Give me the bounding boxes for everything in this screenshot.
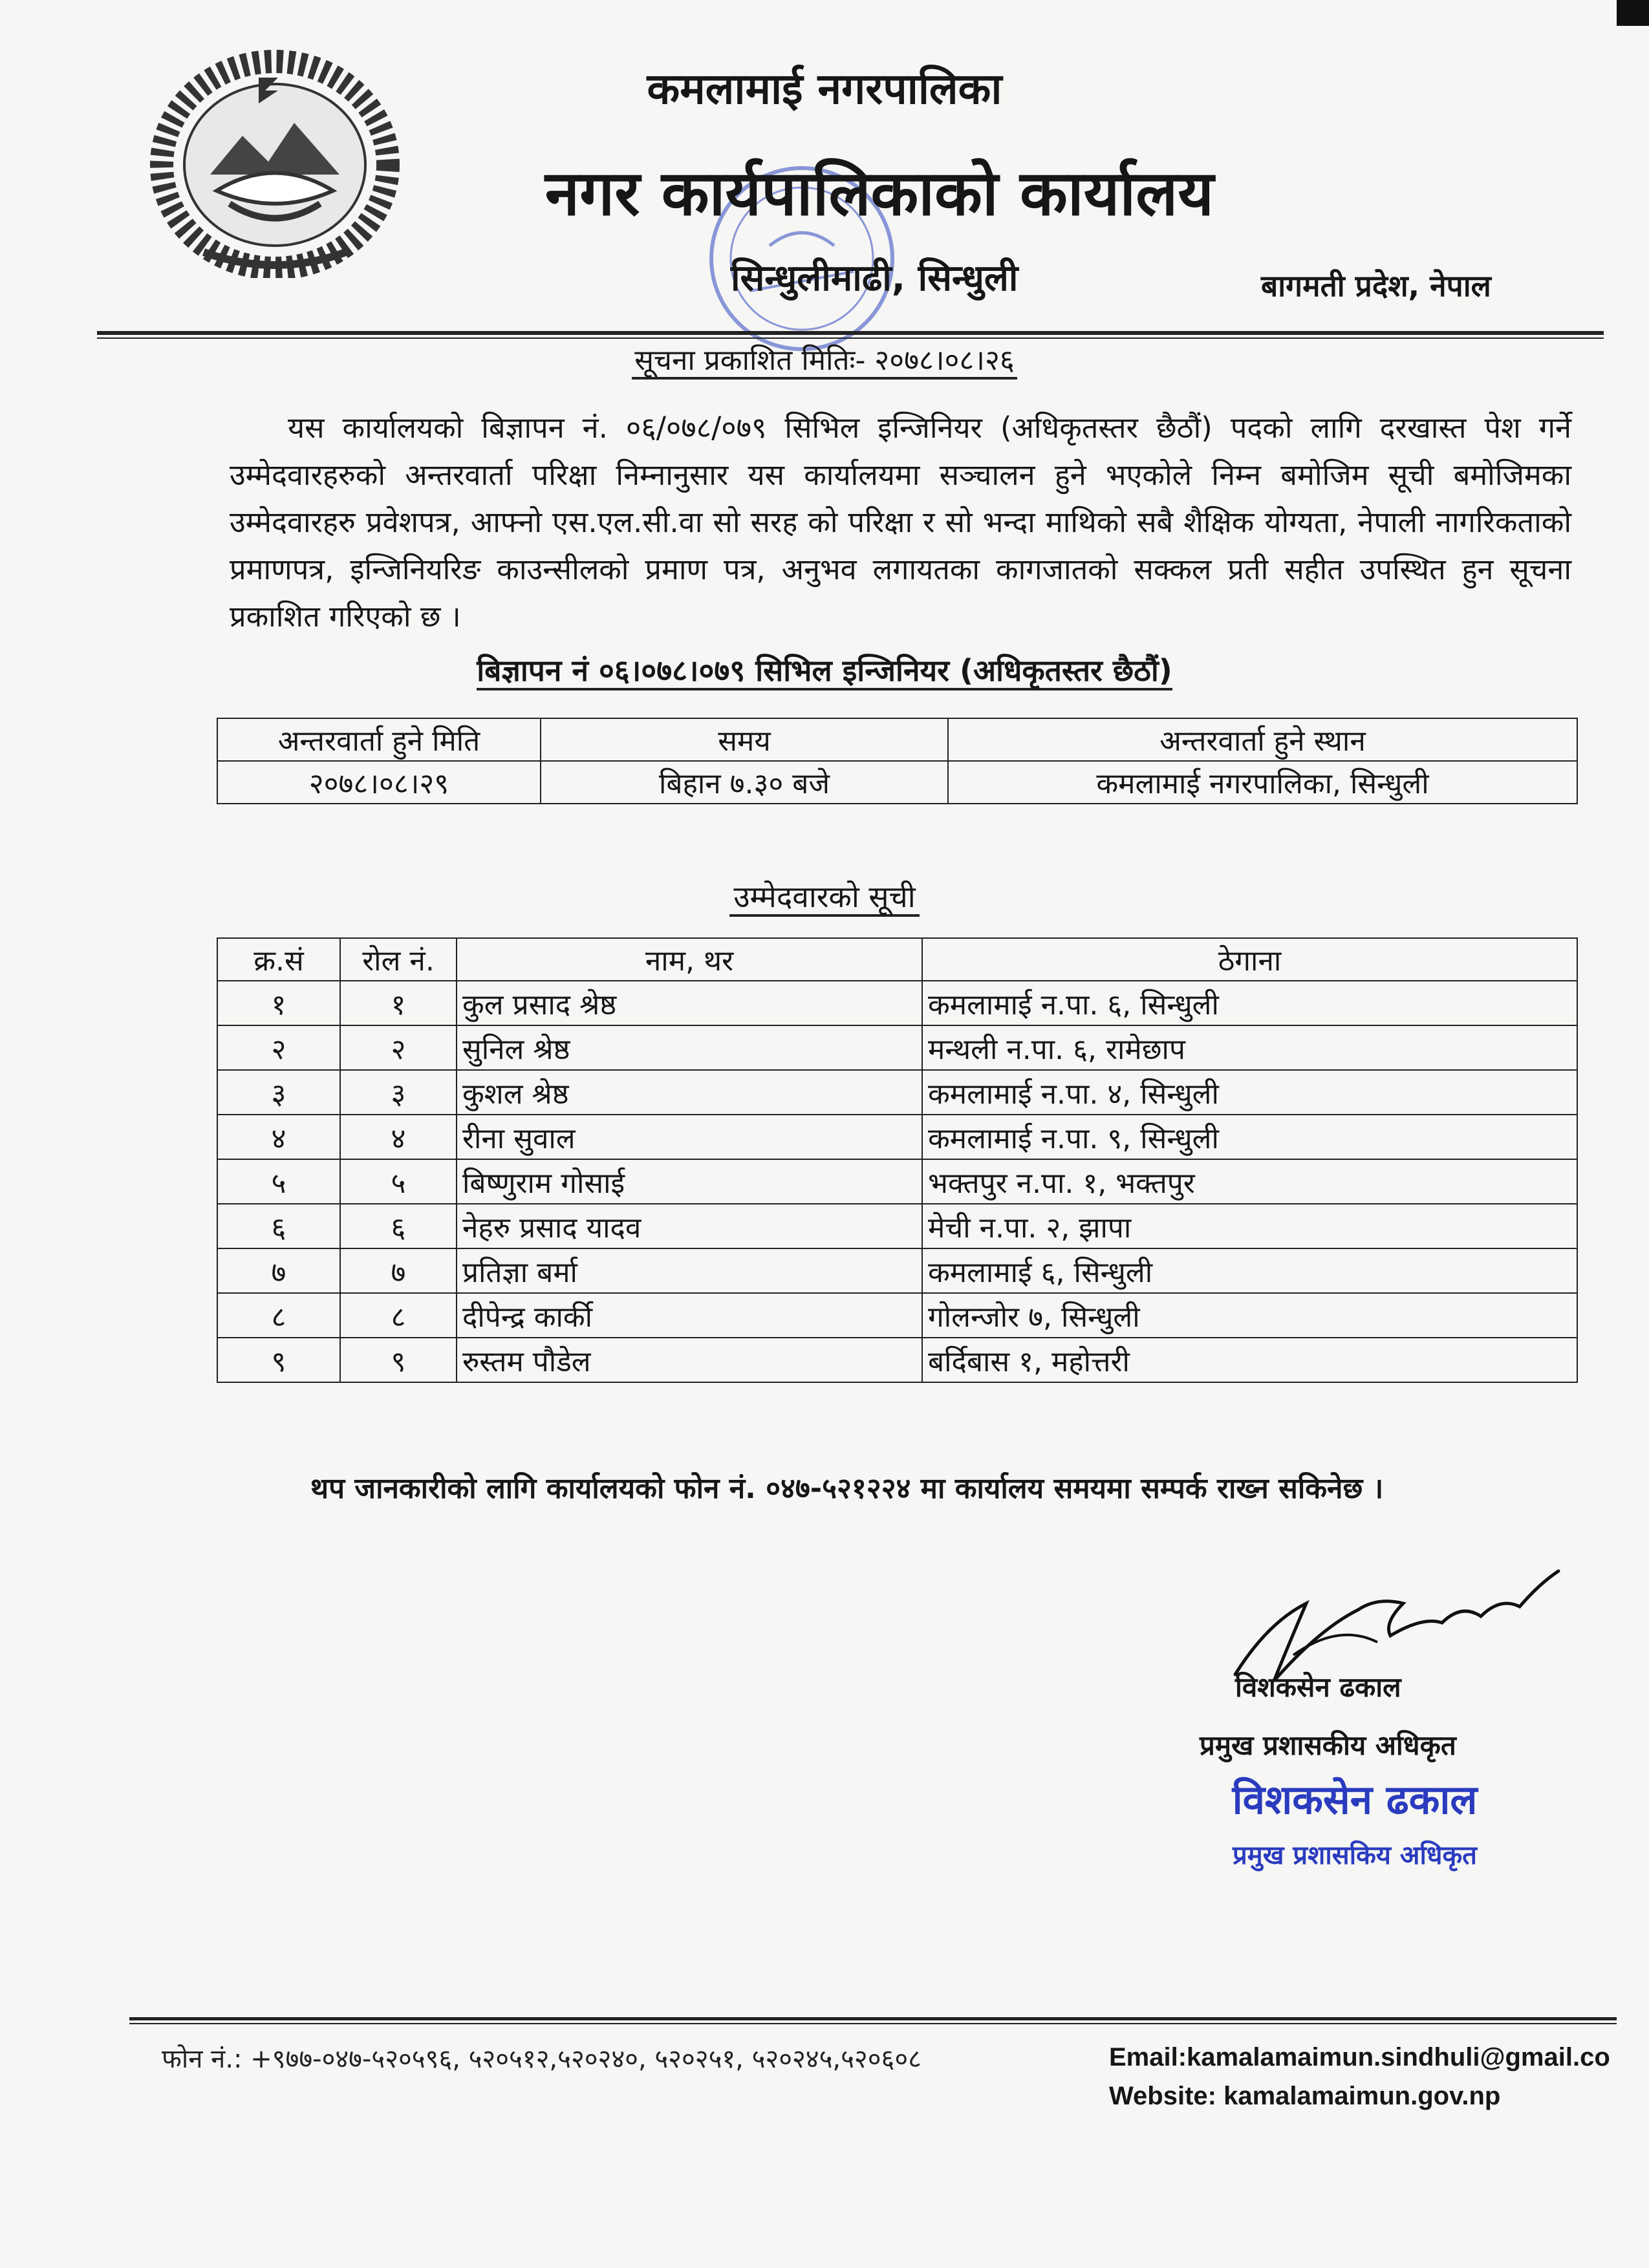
footer-divider <box>129 2017 1617 2024</box>
name-cell: रुस्तम पौडेल <box>457 1338 922 1382</box>
address-cell: कमलामाई ६, सिन्धुली <box>922 1248 1577 1293</box>
stamp-name: विशकसेन ढकाल <box>1232 1776 1478 1823</box>
advertisement-title <box>0 650 1649 690</box>
signatory-name: विशकसेन ढकाल <box>1235 1671 1401 1703</box>
interview-date: २०७८।०८।२९ <box>217 761 541 804</box>
roll-cell: ७ <box>340 1248 457 1293</box>
name-cell: कुशल श्रेष्ठ <box>457 1070 922 1115</box>
serial-cell: ९ <box>217 1338 340 1382</box>
notice-date <box>0 339 1649 378</box>
name-cell: रीना सुवाल <box>457 1115 922 1159</box>
table-row <box>217 1025 1577 1070</box>
advertisement-title-text: बिज्ञापन नं ०६।०७८।०७९ सिभिल इन्जिनियर (अधिकृतस्तर छैठौं) <box>477 653 1172 690</box>
header-cell: ठेगाना <box>922 938 1577 981</box>
address-cell: गोलन्जोर ७, सिन्धुली <box>922 1293 1577 1338</box>
address-cell: भक्तपुर न.पा. १, भक्तपुर <box>922 1159 1577 1204</box>
header-cell: समय <box>541 718 948 761</box>
table-row <box>217 981 1577 1025</box>
address-cell: कमलामाई न.पा. ९, सिन्धुली <box>922 1115 1577 1159</box>
table-row <box>217 1115 1577 1159</box>
roll-cell: ८ <box>340 1293 457 1338</box>
serial-cell: १ <box>217 981 340 1025</box>
address-cell: बर्दिबास १, महोत्तरी <box>922 1338 1577 1382</box>
notice-paragraph <box>230 404 1571 640</box>
address-cell: मन्थली न.पा. ६, रामेछाप <box>922 1025 1577 1070</box>
table-row <box>217 761 1577 804</box>
table-row <box>217 1159 1577 1204</box>
office-name: नगर कार्यपालिकाको कार्यालय <box>544 157 1214 230</box>
interview-venue: कमलामाई नगरपालिका, सिन्धुली <box>948 761 1577 804</box>
header-cell: क्र.सं <box>217 938 340 981</box>
serial-cell: ७ <box>217 1248 340 1293</box>
table-row <box>217 1070 1577 1115</box>
roll-cell: ३ <box>340 1070 457 1115</box>
serial-cell: २ <box>217 1025 340 1070</box>
signatory-title: प्रमुख प्रशासकीय अधिकृत <box>1200 1729 1456 1761</box>
address-cell: कमलामाई न.पा. ४, सिन्धुली <box>922 1070 1577 1115</box>
candidate-list-title <box>0 876 1649 916</box>
name-cell: बिष्णुराम गोसाई <box>457 1159 922 1204</box>
serial-cell: ८ <box>217 1293 340 1338</box>
notice-date-text: सूचना प्रकाशित मितिः- २०७८।०८।२६ <box>632 344 1017 380</box>
interview-time: बिहान ७.३० बजे <box>541 761 948 804</box>
contact-note: थप जानकारीको लागि कार्यालयको फोन नं. ०४७-५२१२२४ मा कार्यालय समयमा सम्पर्क राख्न सकिनेछ । <box>310 1472 1384 1505</box>
table-row <box>217 1248 1577 1293</box>
officer-stamp <box>1209 1771 1533 1881</box>
table-header-row <box>217 718 1577 761</box>
header-cell: नाम, थर <box>457 938 922 981</box>
notice-paragraph-text: यस कार्यालयको बिज्ञापन नं. ०६/०७८/०७९ सिभिल इन्जिनियर (अधिकृतस्तर छैठौं) पदको लागि दरखास्त पेश गर्ने उम्मेदवारहरुको अन्तरवार्ता परिक्षा निम्नानुसार यस कार्यालयमा सञ्चालन हुने भएकोले निम्न बमोजिम सूची बमोजिमका उम्मेदवारहरु प्रवेशपत्र, आफ्नो एस.एल.सी.वा सो सरह को परिक्षा र सो भन्दा माथिको सबै शैक्षिक योग्यता, नेपाली नागरिकताको प्रमाणपत्र, इन्जिनियरिङ काउन्सीलको प्रमाण पत्र, अनुभव लगायतका कागजातको सक्कल प्रती सहीत उपस्थित हुन सूचना प्रकाशित गरिएको छ । <box>230 411 1571 634</box>
header-cell: अन्तरवार्ता हुने स्थान <box>948 718 1577 761</box>
scan-corner-mark <box>1617 0 1649 26</box>
municipality-name: कमलामाई नगरपालिका <box>647 64 1002 114</box>
serial-cell: ३ <box>217 1070 340 1115</box>
roll-cell: ९ <box>340 1338 457 1382</box>
table-row <box>217 1204 1577 1248</box>
serial-cell: ४ <box>217 1115 340 1159</box>
footer-website: Website: kamalamaimun.gov.np <box>1109 2082 1501 2110</box>
name-cell: सुनिल श्रेष्ठ <box>457 1025 922 1070</box>
header-divider <box>97 331 1604 339</box>
header-cell: रोल नं. <box>340 938 457 981</box>
name-cell: कुल प्रसाद श्रेष्ठ <box>457 981 922 1025</box>
footer-phone: फोन नं.: +९७७-०४७-५२०५९६, ५२०५१२,५२०२४०, ५२०२५१, ५२०२४५,५२०६०८ <box>162 2044 921 2074</box>
table-row <box>217 1293 1577 1338</box>
candidate-table <box>217 937 1578 1383</box>
roll-cell: ५ <box>340 1159 457 1204</box>
footer-email: Email:kamalamaimun.sindhuli@gmail.co <box>1109 2043 1610 2071</box>
address-cell: कमलामाई न.पा. ६, सिन्धुली <box>922 981 1577 1025</box>
serial-cell: ५ <box>217 1159 340 1204</box>
roll-cell: १ <box>340 981 457 1025</box>
name-cell: दीपेन्द्र कार्की <box>457 1293 922 1338</box>
roll-cell: ६ <box>340 1204 457 1248</box>
province-name: बागमती प्रदेश, नेपाल <box>1261 268 1491 303</box>
table-row <box>217 1338 1577 1382</box>
header-cell: अन्तरवार्ता हुने मिति <box>217 718 541 761</box>
candidate-list-title-text: उम्मेदवारको सूची <box>729 879 919 917</box>
address-cell: मेची न.पा. २, झापा <box>922 1204 1577 1248</box>
table-header-row <box>217 938 1577 981</box>
name-cell: प्रतिज्ञा बर्मा <box>457 1248 922 1293</box>
roll-cell: ४ <box>340 1115 457 1159</box>
interview-schedule-table <box>217 718 1578 804</box>
stamp-title: प्रमुख प्रशासकिय अधिकृत <box>1233 1841 1477 1870</box>
serial-cell: ६ <box>217 1204 340 1248</box>
office-location: सिन्धुलीमाढी, सिन्धुली <box>731 257 1018 299</box>
roll-cell: २ <box>340 1025 457 1070</box>
name-cell: नेहरु प्रसाद यादव <box>457 1204 922 1248</box>
